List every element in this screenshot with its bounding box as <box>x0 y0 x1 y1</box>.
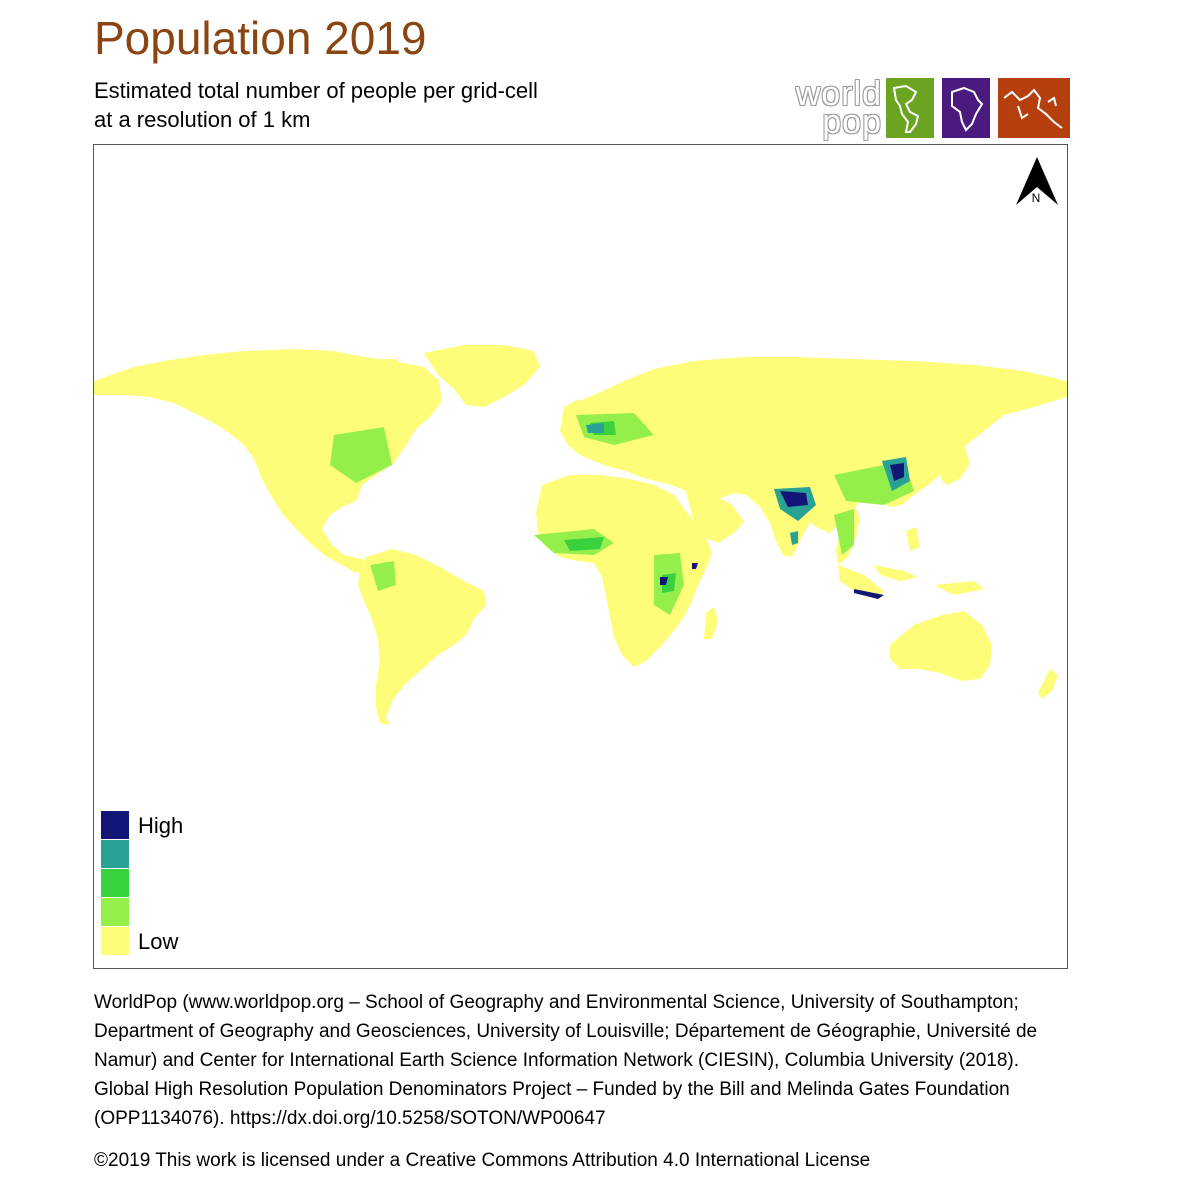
subtitle-line-1: Estimated total number of people per grid-cell <box>94 78 538 103</box>
world-map <box>94 145 1067 968</box>
legend-swatch-1 <box>101 811 129 839</box>
africa <box>536 475 712 667</box>
legend-high-label: High <box>138 813 184 838</box>
madagascar <box>704 607 718 639</box>
americas-tile-icon <box>886 78 934 138</box>
philippines <box>906 527 920 551</box>
australia <box>890 611 992 681</box>
legend-swatch-5 <box>101 927 129 955</box>
legend-swatch-3 <box>101 869 129 897</box>
legend-swatch-4 <box>101 898 129 926</box>
africa-tile-icon <box>942 78 990 138</box>
legend-swatch-2 <box>101 840 129 868</box>
new-zealand <box>1038 669 1058 699</box>
asia-tile-icon <box>998 78 1070 138</box>
subtitle <box>94 76 538 134</box>
page-title: Population 2019 <box>94 12 427 64</box>
legend-low-label: Low <box>138 929 179 954</box>
attribution-text: WorldPop (www.worldpop.org – School of Geography and Environmental Science, University of Southampton; Department of Geography and Geosciences, University of Louisville; Département de Géographie, Université de Namur) and Center for International Earth Science Information Network (CIESIN), Columbia University (2018). Global High Resolution Population Denominators Project – Funded by the Bill and Melinda Gates Foundation (OPP1134076). https://dx.doi.org/10.5258/SOTON/WP00647 <box>94 992 1038 1129</box>
north-label: N <box>1031 191 1041 205</box>
logo-word-pop: pop <box>822 103 882 141</box>
map-frame <box>93 144 1068 969</box>
license-text: ©2019 This work is licensed under a Creative Commons Attribution 4.0 International License <box>94 1150 871 1171</box>
worldpop-logo <box>772 75 1070 141</box>
subtitle-line-2: at a resolution of 1 km <box>94 107 311 132</box>
logo-word-world: world <box>795 75 882 113</box>
